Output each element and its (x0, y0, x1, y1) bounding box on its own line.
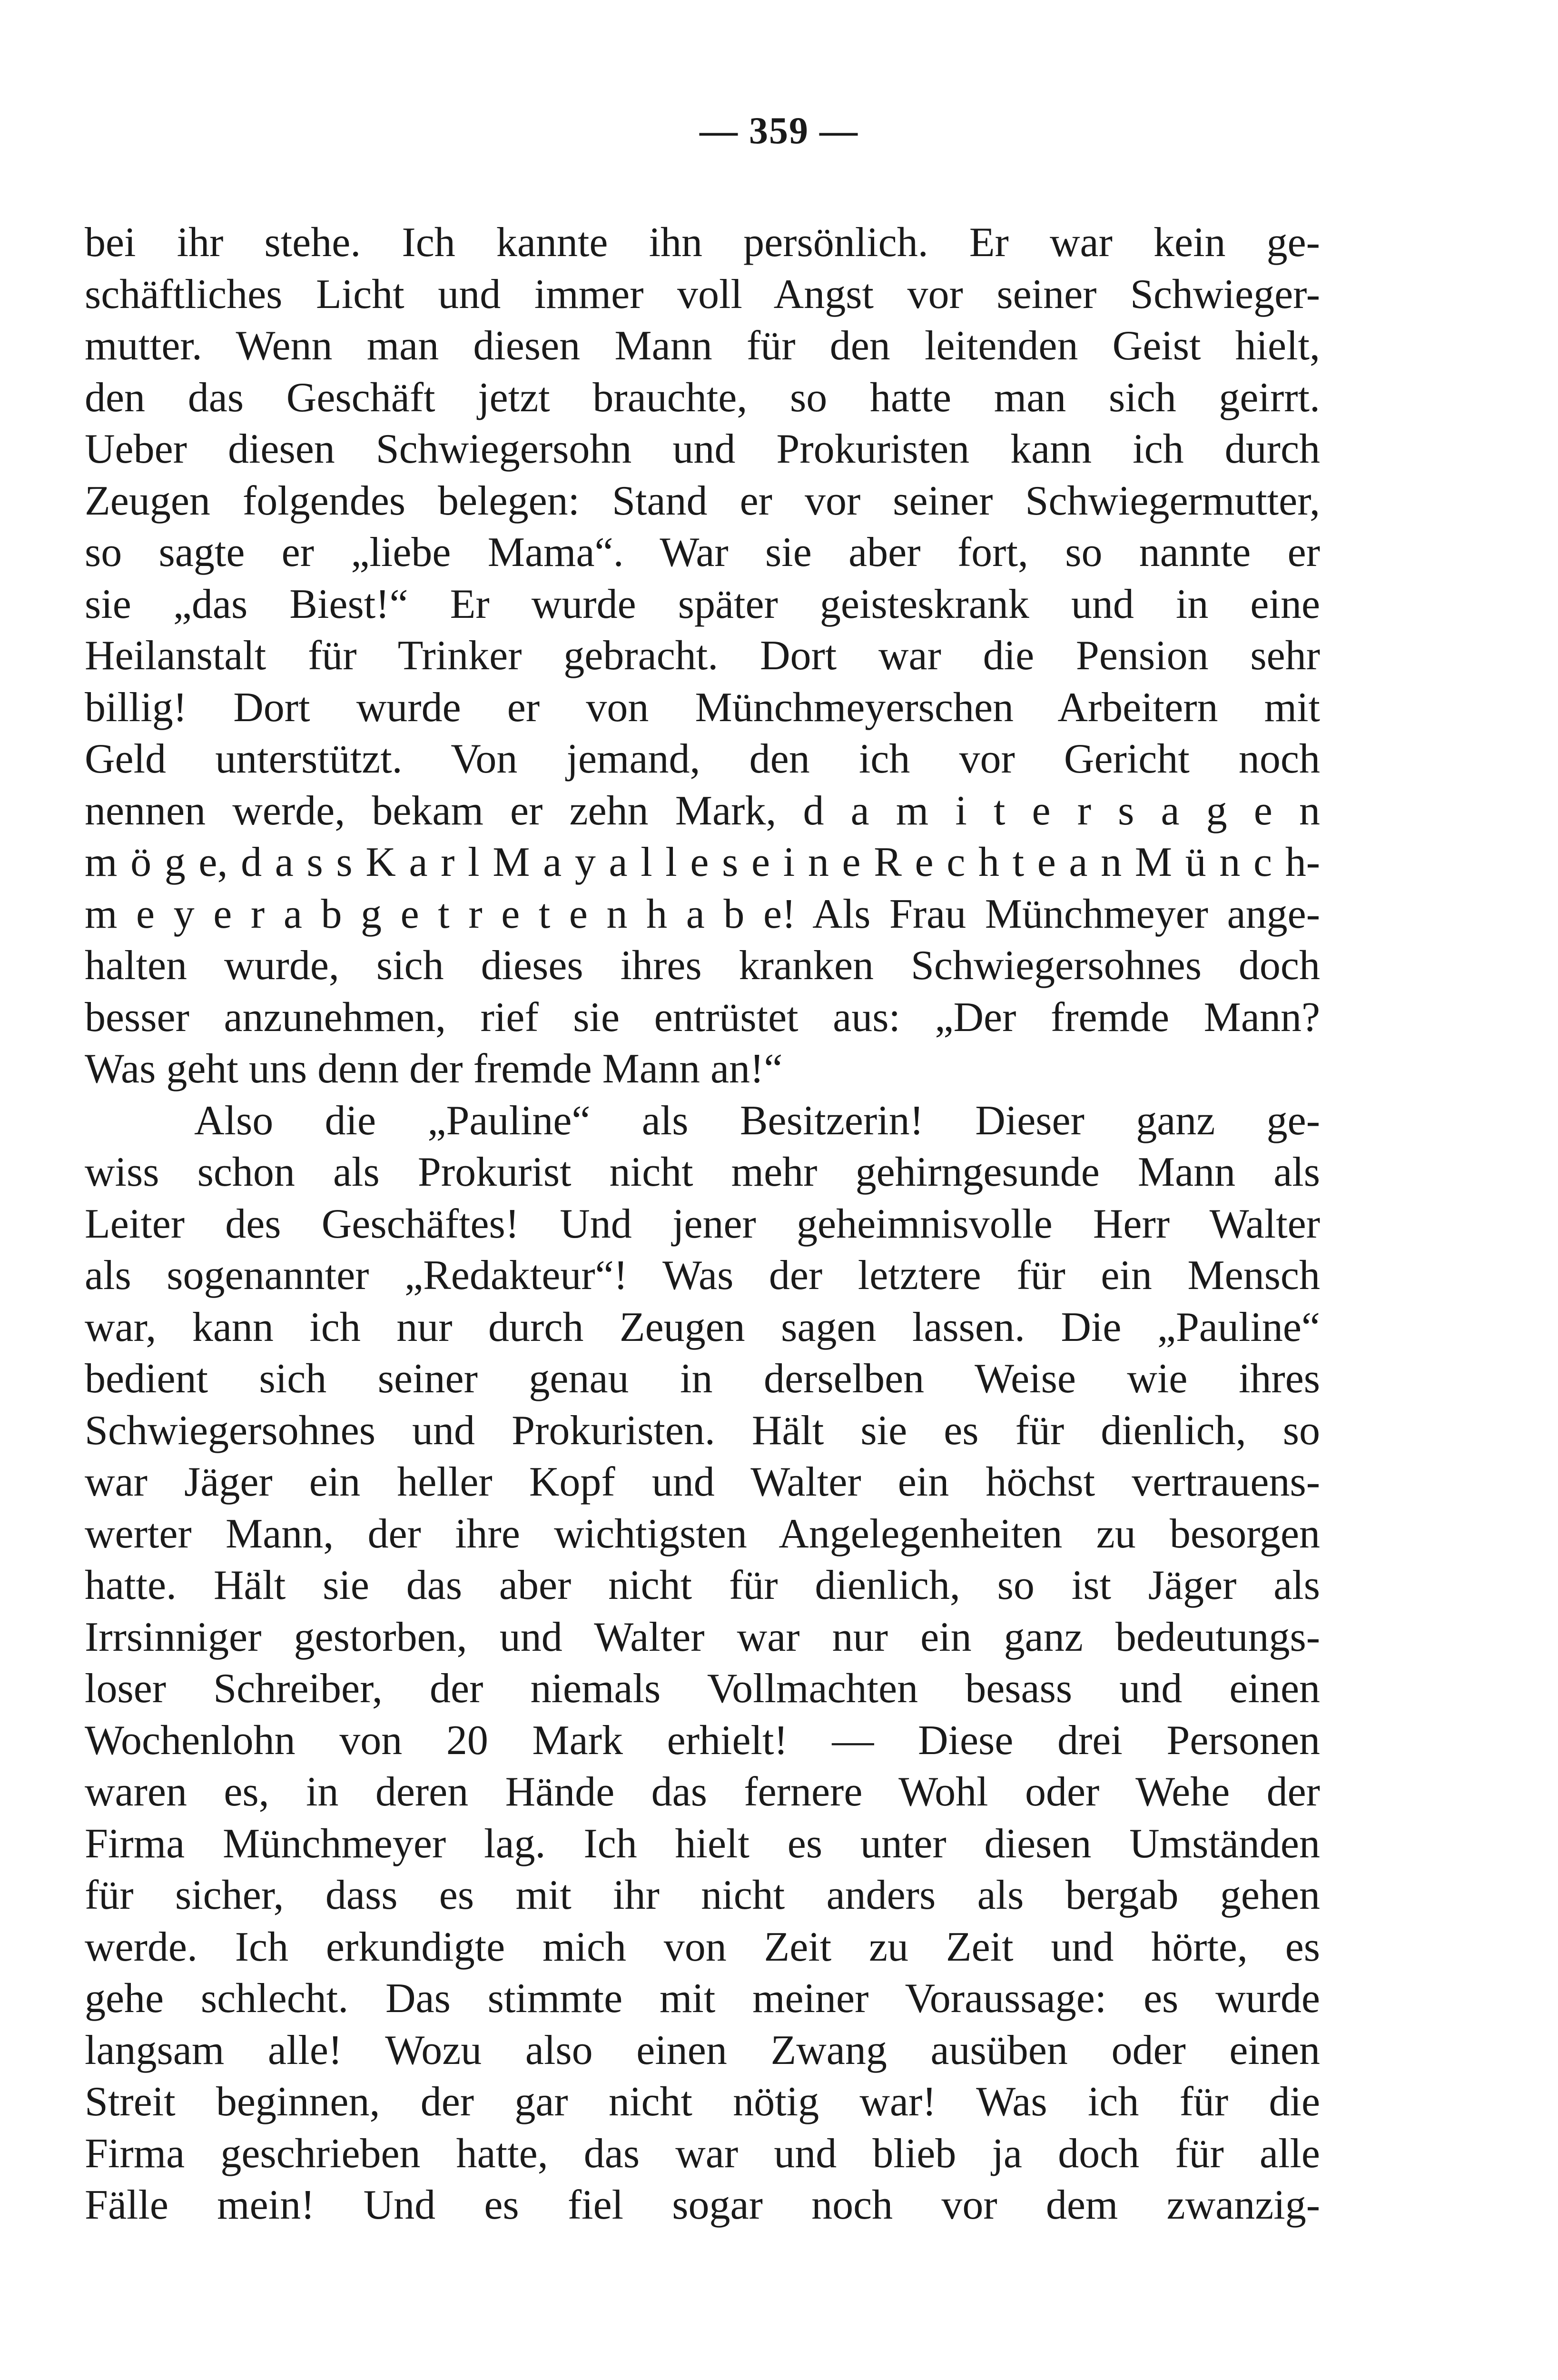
page-number: — 359 — (700, 110, 858, 152)
text-line: gehe schlecht. Das stimmte mit meiner Voraussage: es wurde (85, 1975, 1320, 2022)
text-line: Leiter des Geschäftes! Und jener geheimnisvolle Herr Walter (85, 1200, 1320, 1247)
text-line: Was geht uns denn der fremde Mann an!“ (85, 1046, 783, 1092)
text-line: nennen werde, bekam er zehn Mark, d a m i t e r s a g e n (85, 787, 1320, 834)
text-line: Geld unterstützt. Von jemand, den ich vor Gericht noch (85, 736, 1320, 782)
text-line: halten wurde, sich dieses ihres kranken Schwiegersohnes doch (85, 942, 1320, 989)
text-line: Irrsinniger gestorben, und Walter war nur ein ganz bedeutungs- (85, 1614, 1320, 1660)
text-line: Also die „Pauline“ als Besitzerin! Dieser ganz ge- (194, 1097, 1320, 1144)
text-line: bedient sich seiner genau in derselben Weise wie ihres (85, 1356, 1320, 1402)
text-line: Zeugen folgendes belegen: Stand er vor seiner Schwiegermutter, (85, 477, 1320, 524)
text-line: waren es, in deren Hände das fernere Wohl oder Wehe der (85, 1769, 1320, 1815)
text-line: Ueber diesen Schwiegersohn und Prokuristen kann ich durch (85, 426, 1320, 472)
text-line: Schwiegersohnes und Prokuristen. Hält sie es für dienlich, so (85, 1407, 1320, 1454)
text-line: hatte. Hält sie das aber nicht für dienlich, so ist Jäger als (85, 1562, 1320, 1608)
text-line: für sicher, dass es mit ihr nicht anders als bergab gehen (85, 1872, 1320, 1918)
text-line: loser Schreiber, der niemals Vollmachten besass und einen (85, 1666, 1320, 1712)
text-line: schäftliches Licht und immer voll Angst vor seiner Schwieger- (85, 271, 1320, 317)
text-line: Wochenlohn von 20 Mark erhielt! — Diese drei Personen (85, 1717, 1320, 1764)
text-line: Firma Münchmeyer lag. Ich hielt es unter diesen Umständen (85, 1820, 1320, 1867)
text-line: Streit beginnen, der gar nicht nötig war! Was ich für die (85, 2079, 1320, 2125)
text-line: als sogenannter „Redakteur“! Was der letztere für ein Mensch (85, 1252, 1320, 1299)
text-line: Firma geschrieben hatte, das war und blieb ja doch für alle (85, 2130, 1320, 2177)
text-line: Fälle mein! Und es fiel sogar noch vor dem zwanzig- (85, 2182, 1320, 2228)
text-line: wiss schon als Prokurist nicht mehr gehirngesunde Mann als (85, 1149, 1320, 1195)
text-line: sie „das Biest!“ Er wurde später geisteskrank und in eine (85, 581, 1320, 627)
text-line: billig! Dort wurde er von Münchmeyerschen Arbeitern mit (85, 684, 1320, 731)
text-line: war Jäger ein heller Kopf und Walter ein höchst vertrauens- (85, 1459, 1320, 1505)
text-line: besser anzunehmen, rief sie entrüstet aus: „Der fremde Mann? (85, 994, 1320, 1041)
text-line: werde. Ich erkundigte mich von Zeit zu Zeit und hörte, es (85, 1924, 1320, 1970)
text-line: so sagte er „liebe Mama“. War sie aber fort, so nannte er (85, 529, 1320, 575)
text-line: m ö g e, d a s s K a r l M a y a l l e s e i n e R e c h t e a n M ü n c h- (85, 839, 1320, 885)
body-text (85, 217, 1320, 2231)
text-line: den das Geschäft jetzt brauchte, so hatte man sich geirrt. (85, 374, 1320, 421)
text-line: bei ihr stehe. Ich kannte ihn persönlich. Er war kein ge- (85, 219, 1320, 266)
text-line: mutter. Wenn man diesen Mann für den leitenden Geist hielt, (85, 323, 1320, 369)
text-line: war, kann ich nur durch Zeugen sagen lassen. Die „Pauline“ (85, 1304, 1320, 1350)
text-line: langsam alle! Wozu also einen Zwang ausüben oder einen (85, 2027, 1320, 2073)
text-line: m e y e r a b g e t r e t e n h a b e! Als Frau Münchmeyer ange- (85, 891, 1320, 937)
text-line: werter Mann, der ihre wichtigsten Angelegenheiten zu besorgen (85, 1510, 1320, 1557)
text-line: Heilanstalt für Trinker gebracht. Dort war die Pension sehr (85, 633, 1320, 679)
